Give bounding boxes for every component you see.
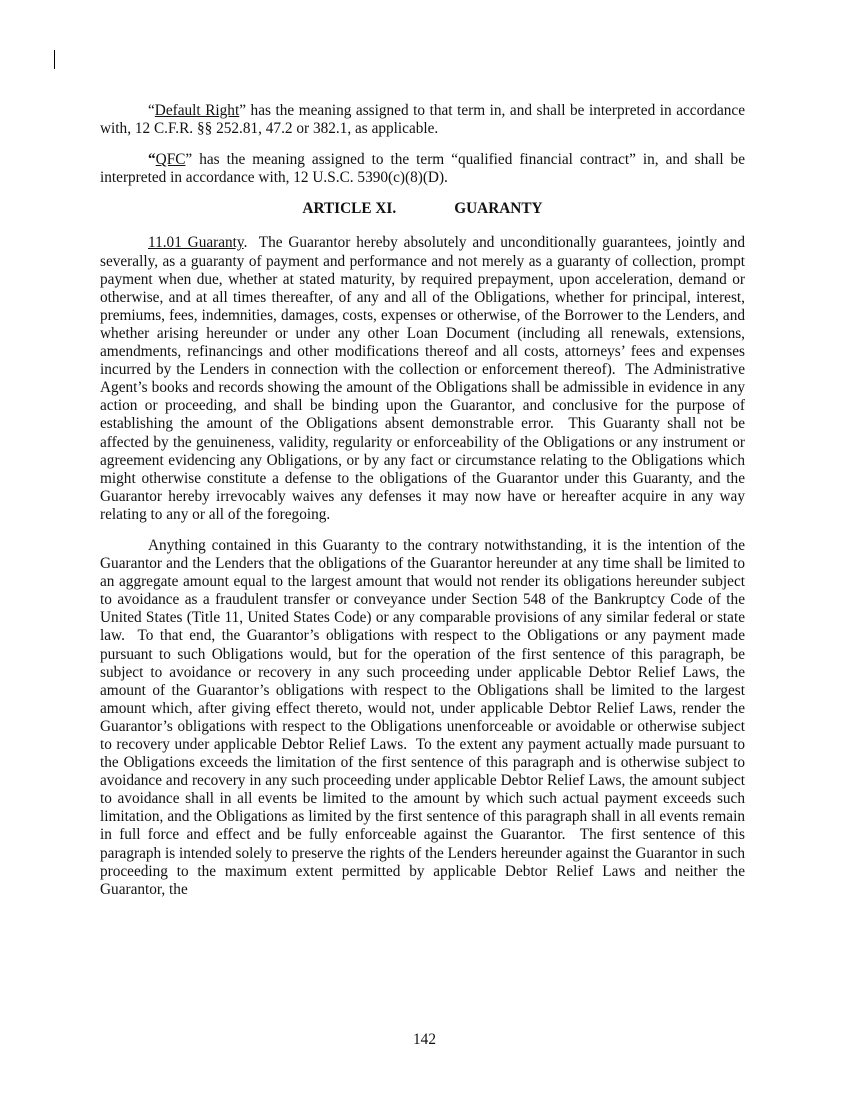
- open-quote: “: [148, 102, 155, 119]
- defined-term-default-right: Default Right: [154, 102, 240, 119]
- article-number: ARTICLE XI.: [302, 200, 397, 218]
- document-body: [100, 102, 749, 912]
- open-quote: “: [148, 151, 156, 169]
- section-heading-period: .: [243, 234, 248, 252]
- page-number: 142: [413, 1031, 436, 1048]
- definition-text: ” has the meaning assigned to the term “qualified financial contract” in, and shall be interpreted in accordance with, 12 U.S.C. 5390(c)(8)(D).: [100, 151, 745, 187]
- definition-default-right: [100, 102, 745, 138]
- definition-text: ” has the meaning assigned to that term in, and shall be interpreted in accordance with, 12 C.F.R. §§ 252.81, 47.2 or 382.1, as applicable.: [100, 102, 745, 138]
- text-cursor-mark: [54, 50, 55, 69]
- limitation-paragraph: Anything contained in this Guaranty to the contrary notwithstanding, it is the intention of the Guarantor and the Lenders that the obligations of the Guarantor hereunder at any time shall be limited to an aggregate amount equal to the largest amount that would not render its obligations hereunder subject to avoidance as a fraudulent transfer or conveyance under Section 548 of the Bankruptcy Code of the United States (Title 11, United States Code) or any comparable provisions of any similar federal or state law. To that end, the Guarantor’s obligations with respect to the Obligations or any payment made pursuant to such Obligations would, but for the operation of the first sentence of this paragraph, be subject to avoidance or recovery in any such proceeding under applicable Debtor Relief Laws, the amount of the Guarantor’s obligations with respect to the Obligations shall be limited to the largest amount which, after giving effect thereto, would not, under applicable Debtor Relief Laws, render the Guarantor’s obligations with respect to the Obligations unenforceable or avoidable or otherwise subject to recovery under applicable Debtor Relief Laws. To the extent any payment actually made pursuant to the Obligations exceeds the limitation of the first sentence of this paragraph and is otherwise subject to avoidance and recovery in any such proceeding under applicable Debtor Relief Laws, the amount subject to avoidance shall in all events be limited to the amount by which such actual payment exceeds such limitation, and the Obligations as limited by the first sentence of this paragraph shall in all events remain in full force and effect and be fully enforceable against the Guarantor. The first sentence of this paragraph is intended solely to preserve the rights of the Lenders hereunder against the Guarantor in such proceeding to the maximum extent permitted by applicable Debtor Relief Laws and neither the Guarantor, the: [100, 536, 749, 898]
- defined-term-qfc: QFC: [155, 151, 186, 169]
- section-heading: 11.01 Guaranty: [148, 234, 244, 252]
- definition-qfc: [100, 151, 745, 187]
- article-heading: [100, 200, 745, 218]
- article-title: GUARANTY: [454, 200, 543, 218]
- section-text: The Guarantor hereby absolutely and unconditionally guarantees, jointly and severally, as a guaranty of payment and performance and not merely as a guaranty of collection, prompt payment when due, whether at stated maturity, by required prepayment, upon acceleration, demand or otherwise, and at all times thereafter, of any and all of the Obligations, whether for principal, interest, premiums, fees, indemnities, damages, costs, expenses or otherwise, of the Borrower to the Lenders, and whether arising hereunder or under any other Loan Document (including all renewals, extensions, amendments, refinancings and other modifications thereof and all costs, attorneys’ fees and expenses incurred by the Lenders in connection with the collection or enforcement thereof). The Administrative Agent’s books and records showing the amount of the Obligations shall be admissible in evidence in any action or proceeding, and shall be binding upon the Guarantor, and conclusive for the purpose of establishing the amount of the Obligations absent demonstrable error. This Guaranty shall not be affected by the genuineness, validity, regularity or enforceability of the Obligations or any instrument or agreement evidencing any Obligations, or by any fact or circumstance relating to the Obligations which might otherwise constitute a defense to the obligations of the Guarantor under this Guaranty, and the Guarantor hereby irrevocably waives any defenses it may now have or hereafter acquire in any way relating to any or all of the foregoing.: [100, 234, 749, 523]
- section-11-01-paragraph: [100, 234, 749, 524]
